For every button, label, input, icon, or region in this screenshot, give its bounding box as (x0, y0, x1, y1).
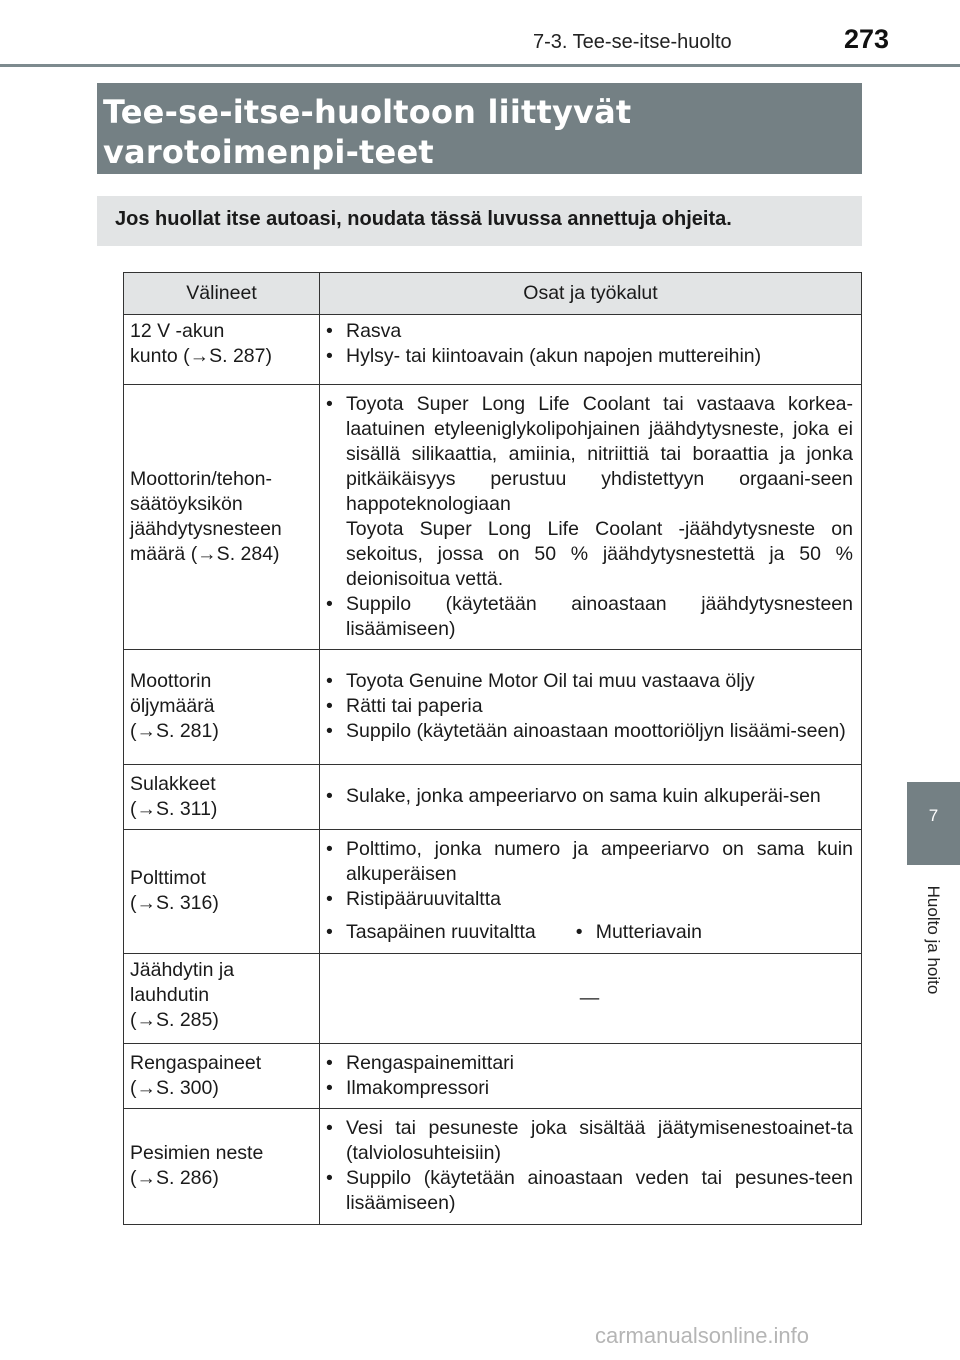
item-cell (124, 315, 320, 385)
tools-cell (320, 830, 862, 954)
list-item: • Vesi tai pesuneste joka sisältää jäätymisenestoainet-ta (talviolosuhteisiin) (326, 1116, 853, 1166)
item-cell (124, 650, 320, 765)
item-cell (124, 830, 320, 954)
list-item: • Hylsy- tai kiintoavain (akun napojen muttereihin) (326, 344, 853, 369)
item-line: Moottorin (130, 670, 212, 692)
list-item: • Ristipääruuvitaltta (326, 887, 853, 912)
table-row (124, 650, 862, 765)
header-divider (0, 64, 960, 67)
tools-cell (320, 765, 862, 830)
item-cell (124, 1044, 320, 1109)
column-header-items: Välineet (124, 273, 320, 315)
column-header-tools: Osat ja työkalut (320, 273, 862, 315)
item-line: Rengaspaineet (130, 1051, 262, 1074)
list-item: • Suppilo (käytetään ainoastaan moottoriöljyn lisäämi-seen) (326, 719, 853, 744)
list-item: • Rengaspainemittari (326, 1051, 853, 1076)
coolant-note: Toyota Super Long Life Coolant -jäähdytysneste on sekoitus, jossa on 50 % jäähdytysnestettä ja 50 % deionisoitua vettä. (346, 517, 853, 590)
list-item: • Toyota Super Long Life Coolant tai vastaava korkea-laatuinen etyleeniglykolipohjainen jäähdytysneste, joka ei sisällä silikaattia, amiinia, nitriittiä tai boraattia ja jonka pitkäikäisyys perustuu yhdistettyyn orgaani-seen happoteknologiaan (326, 392, 853, 517)
item-line: (→S. 300) (130, 1076, 219, 1099)
item-cell (124, 385, 320, 650)
table-row (124, 1044, 862, 1109)
tools-cell (320, 315, 862, 385)
item-line: Polttimot (130, 867, 206, 889)
list-item: • Polttimo, jonka numero ja ampeeriarvo on sama kuin alkuperäisen (326, 837, 853, 887)
item-line: lauhdutin (130, 984, 210, 1006)
tools-cell (320, 385, 862, 650)
item-line: Moottorin/tehon- (130, 467, 272, 490)
tools-table (123, 272, 862, 1225)
list-item: • Rätti tai paperia (326, 694, 853, 719)
screwdriver-wrench-pair (326, 920, 853, 945)
item-line: Pesimien neste (130, 1142, 264, 1164)
list-item: • Rasva (326, 319, 853, 344)
list-item: • Sulake, jonka ampeeriarvo on sama kuin alkuperäi-sen (326, 784, 853, 809)
item-cell (124, 765, 320, 830)
item-line: (→S. 311) (130, 797, 218, 820)
table-header-row (124, 273, 862, 315)
item-line: 12 V -akun (130, 320, 225, 342)
table-row (124, 954, 862, 1044)
table-row (124, 765, 862, 830)
item-line: määrä (→S. 284) (130, 542, 280, 565)
item-line: öljymäärä (130, 695, 215, 717)
item-line: jäähdytysnesteen (130, 517, 282, 540)
intro-text: Jos huollat itse autoasi, noudata tässä luvussa annettuja ohjeita. (97, 196, 862, 246)
list-item: • Tasapäinen ruuvitaltta (326, 920, 536, 945)
section-title: 7-3. Tee-se-itse-huolto (533, 31, 732, 53)
item-cell (124, 954, 320, 1044)
table-row (124, 385, 862, 650)
tools-cell-empty: — (320, 954, 862, 1044)
chapter-tab: 7 (907, 782, 960, 865)
watermark: carmanualsonline.info (595, 1323, 810, 1348)
tools-cell (320, 1044, 862, 1109)
tools-cell (320, 650, 862, 765)
item-line: säätöyksikön (130, 492, 243, 515)
list-item: • Toyota Genuine Motor Oil tai muu vastaava öljy (326, 669, 853, 694)
page-title: Tee-se-itse-huoltoon liittyvät varotoimenpi-teet (97, 83, 862, 174)
table-row (124, 1109, 862, 1225)
page-number: 273 (844, 24, 890, 54)
item-line: (→S. 316) (130, 892, 219, 914)
item-line: (→S. 285) (130, 1009, 219, 1031)
table-row (124, 830, 862, 954)
table-row (124, 315, 862, 385)
item-line: Jäähdytin ja (130, 959, 235, 981)
item-line: Sulakkeet (130, 772, 216, 795)
list-item: • Ilmakompressori (326, 1076, 853, 1101)
item-cell (124, 1109, 320, 1225)
item-line: (→S. 281) (130, 720, 219, 742)
tools-cell (320, 1109, 862, 1225)
item-line: kunto (→S. 287) (130, 345, 272, 367)
list-item: • Suppilo (käytetään ainoastaan veden tai pesunes-teen lisäämiseen) (326, 1166, 853, 1216)
item-line: (→S. 286) (130, 1167, 219, 1189)
list-item: • Suppilo (käytetään ainoastaan jäähdytysnesteen lisäämiseen) (326, 592, 853, 642)
chapter-label: Huolto ja hoito (924, 885, 943, 995)
list-item: • Mutteriavain (576, 920, 702, 945)
